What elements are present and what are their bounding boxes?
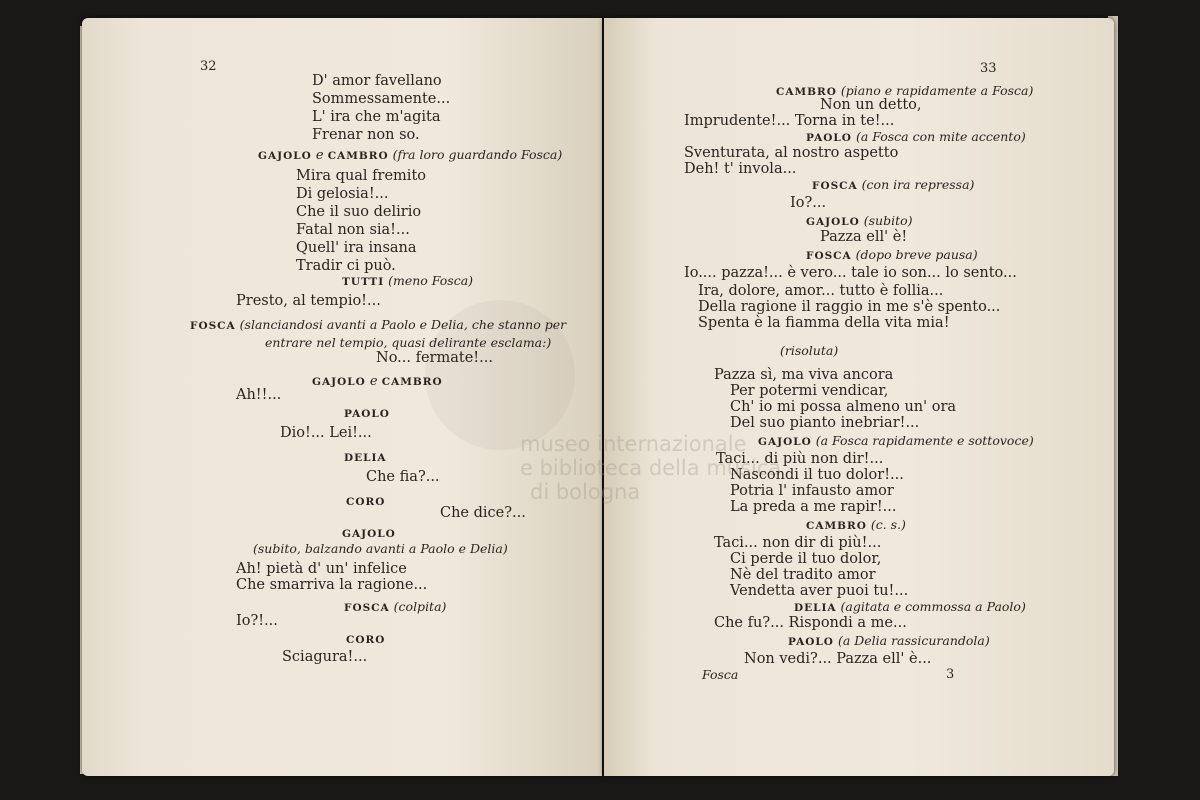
verse-line: Della ragione il raggio in me s'è spento...: [698, 299, 1001, 315]
speaker-name: CAMBRO: [327, 150, 389, 162]
verse-line: Di gelosia!...: [296, 186, 389, 202]
verse-line: La preda a me rapir!...: [730, 499, 897, 515]
speaker-cue: [190, 316, 566, 335]
speaker-name: CORO: [346, 496, 386, 508]
stage-direction: (agitata e commossa a Paolo): [836, 599, 1026, 614]
speaker-name: GAJOLO: [342, 528, 396, 540]
verse-line: Tradir ci può.: [296, 258, 396, 274]
verse-line: Per potermi vendicar,: [730, 383, 889, 399]
verse-line: No... fermate!...: [376, 350, 493, 366]
speaker-cue: [806, 516, 906, 535]
verse-line: Fatal non sia!...: [296, 222, 410, 238]
stage-direction: (dopo breve pausa): [851, 247, 978, 262]
verse-line: Vendetta aver puoi tu!...: [730, 583, 909, 599]
speaker-cue: [258, 146, 562, 165]
stage-direction: entrare nel tempio, quasi delirante esclama:): [265, 335, 552, 350]
speaker-name: GAJOLO: [758, 436, 812, 448]
stage-direction: (subito, balzando avanti a Paolo e Delia): [253, 541, 508, 556]
speaker-name: GAJOLO: [258, 150, 312, 162]
page-number: 32: [200, 59, 217, 74]
speaker-name: e: [365, 374, 382, 389]
verse-line: Mira qual fremito: [296, 168, 427, 184]
stage-direction: (a Fosca rapidamente e sottovoce): [811, 433, 1034, 448]
speaker-name: DELIA: [794, 602, 837, 614]
stage-direction: (c. s.): [866, 517, 906, 532]
speaker-name: CAMBRO: [806, 520, 867, 532]
speaker-name: GAJOLO: [312, 376, 366, 388]
verse-line: Pazza sì, ma viva ancora: [714, 367, 894, 383]
speaker-name: DELIA: [344, 452, 387, 464]
verse-line: Frenar non so.: [312, 127, 420, 143]
verse-line: Taci... di più non dir!...: [716, 451, 884, 467]
footer-title: Fosca: [702, 667, 739, 682]
stage-direction: (slanciandosi avanti a Paolo e Delia, che stanno per: [235, 317, 567, 332]
speaker-cue: [758, 432, 1034, 451]
stage-direction: (colpita): [389, 599, 447, 614]
speaker-name: FOSCA: [806, 250, 852, 262]
verse-line: Non vedi?... Pazza ell' è...: [744, 651, 932, 667]
verse-line: Sventurata, al nostro aspetto: [684, 145, 899, 161]
verse-line: Pazza ell' è!: [820, 229, 908, 245]
speaker-name: FOSCA: [812, 180, 858, 192]
speaker-name: PAOLO: [344, 408, 390, 420]
verse-line: Non un detto,: [820, 97, 922, 113]
verse-line: Ci perde il tuo dolor,: [730, 551, 882, 567]
speaker-name: CAMBRO: [776, 86, 837, 98]
verse-line: Deh! t' invola...: [684, 161, 797, 177]
speaker-name: PAOLO: [806, 132, 852, 144]
verse-line: Presto, al tempio!...: [236, 293, 381, 309]
speaker-name: e: [311, 148, 328, 163]
verse-line: Io?...: [790, 195, 827, 211]
stage-direction: (piano e rapidamente a Fosca): [836, 83, 1034, 98]
speaker-name: CORO: [346, 634, 386, 646]
speaker-cue: [344, 598, 446, 617]
watermark-line: di bologna: [530, 480, 641, 504]
verse-line: Che smarriva la ragione...: [236, 577, 428, 593]
verse-line: Ira, dolore, amor... tutto è follia...: [698, 283, 944, 299]
speaker-cue: [344, 404, 390, 423]
speaker-cue: [346, 492, 385, 511]
speaker-cue: [788, 632, 990, 651]
stage-direction: (con ira repressa): [857, 177, 975, 192]
verse-line: D' amor favellano: [312, 73, 442, 89]
stage-direction: (a Delia rassicurandola): [833, 633, 990, 648]
verse-line: Dio!... Lei!...: [280, 425, 372, 441]
watermark-line: museo internazionale: [520, 432, 747, 456]
verse-line: Spenta è la fiamma della vita mia!: [698, 315, 950, 331]
verse-line: Del suo pianto inebriar!...: [730, 415, 920, 431]
verse-line: Che dice?...: [440, 505, 526, 521]
signature-mark: 3: [946, 667, 955, 682]
speaker-name: PAOLO: [788, 636, 834, 648]
verse-line: Ah! pietà d' un' infelice: [236, 561, 407, 577]
verse-line: Nè del tradito amor: [730, 567, 876, 583]
verse-line: Io?!...: [236, 613, 278, 629]
verse-line: Io.... pazza!... è vero... tale io son... lo sento...: [684, 265, 1017, 281]
speaker-cue: [312, 372, 443, 391]
stage-direction: (subito): [859, 213, 913, 228]
verse-line: L' ira che m'agita: [312, 109, 441, 125]
speaker-name: GAJOLO: [806, 216, 860, 228]
stage-direction: (a Fosca con mite accento): [851, 129, 1026, 144]
verse-line: Sommessamente...: [312, 91, 451, 107]
verse-line: Nascondi il tuo dolor!...: [730, 467, 904, 483]
speaker-cue: [342, 272, 473, 291]
speaker-cue: [344, 448, 387, 467]
speaker-cue: [806, 246, 978, 265]
speaker-name: CAMBRO: [381, 376, 443, 388]
verse-line: Che fu?... Rispondi a me...: [714, 615, 907, 631]
stage-direction: (fra loro guardando Fosca): [388, 147, 563, 162]
verse-line: Che fia?...: [366, 469, 440, 485]
verse-line: Sciagura!...: [282, 649, 368, 665]
stage-direction: (meno Fosca): [384, 273, 474, 288]
speaker-cue: [812, 176, 974, 195]
verse-line: Taci... non dir di più!...: [714, 535, 882, 551]
verse-line: Ah!!...: [236, 387, 282, 403]
watermark-line: e biblioteca della musica: [520, 456, 782, 480]
verse-line: Quell' ira insana: [296, 240, 417, 256]
page-number: 33: [980, 61, 997, 76]
verse-line: Potria l' infausto amor: [730, 483, 894, 499]
verse-line: Ch' io mi possa almeno un' ora: [730, 399, 957, 415]
stage-direction: (risoluta): [780, 343, 839, 358]
speaker-cue: [346, 630, 385, 649]
verse-line: Che il suo delirio: [296, 204, 422, 220]
speaker-name: TUTTI: [342, 276, 385, 288]
speaker-name: FOSCA: [344, 602, 390, 614]
speaker-name: FOSCA: [190, 320, 236, 332]
verse-line: Imprudente!... Torna in te!...: [684, 113, 895, 129]
